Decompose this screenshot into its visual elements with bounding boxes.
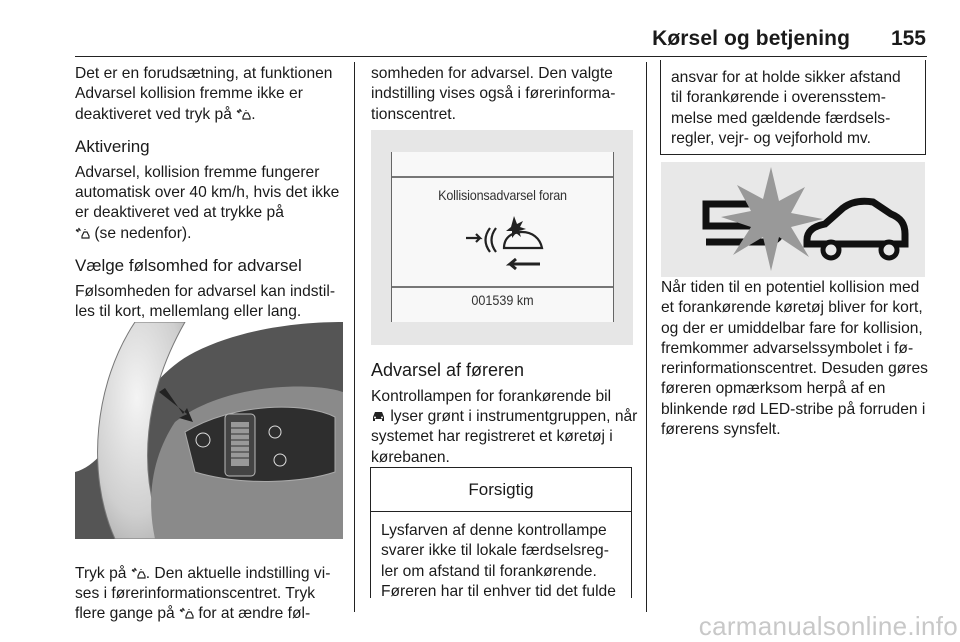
heading-driver-warning: Advarsel af føreren [371, 359, 525, 380]
car-distance-icon [131, 567, 146, 579]
caution-box [370, 467, 632, 598]
steering-wheel-photo [75, 322, 343, 539]
car-front-icon [371, 410, 386, 422]
heading-sensitivity: Vælge følsomhed for advarsel [75, 256, 302, 276]
caution-box-continued [660, 60, 926, 155]
page-number: 155 [890, 27, 926, 50]
driver-info-display [371, 130, 633, 345]
car-distance-icon [75, 227, 90, 239]
collision-illustration [661, 162, 925, 277]
column-divider [646, 62, 647, 612]
column-divider [354, 62, 355, 612]
caution-title: Forsigtig [371, 468, 631, 512]
heading-activation: Aktivering [75, 136, 150, 156]
display-screen [391, 152, 614, 322]
caution-text: Lysfarven af denne kontrollampe svarer ikke til lokale færdselsregler om afstand til forankørende. Føreren har til enhver tid det fulde [381, 522, 616, 600]
odometer-readout: 001539 km [471, 292, 534, 308]
paragraph: Kontrollampen for forankørende bil lyser grønt i instrumentgruppen, når systemet har registreret et køretøj i kørebanen. [371, 387, 638, 466]
display-title: Kollisionsadvarsel foran [438, 187, 567, 203]
paragraph: Det er en forudsætning, at funktionen Advarsel kollision fremme ikke er deaktiveret ved tryk på . [75, 65, 333, 123]
display-rule [392, 286, 613, 288]
paragraph: Tryk på . Den aktuelle indstilling vises i førerinformationscentret. Tryk flere gange på for at ændre føl- [75, 564, 331, 623]
chapter-title: Kørsel og betjening [652, 27, 850, 50]
header-rule [75, 56, 927, 57]
paragraph: somheden for advarsel. Den valgte indstilling vises også i førerinformationscentret. [371, 65, 616, 123]
paragraph: Når tiden til en potentiel kollision med et forankørende køretøj bliver for kort, og der er umiddelbar fare for kollision, fremkommer advarselssymbolet i førerinformationscentret. Desuden gøres føreren opmærksom herpå af en blinkende rød LED-stribe på forruden i førerens synsfelt. [661, 279, 928, 439]
car-distance-icon [236, 108, 251, 120]
car-distance-icon [179, 607, 194, 619]
caution-text-continued: ansvar for at holde sikker afstand til forankørende i overensstemmelse med gældende færdselsregler, vejr- og vejforhold mv. [671, 69, 901, 147]
watermark: carmanualsonline.info [698, 611, 958, 641]
paragraph: Følsomheden for advarsel kan indstilles til kort, mellemlang eller lang. [75, 283, 336, 321]
display-rule [392, 176, 613, 178]
collision-warning-icon [462, 214, 552, 274]
paragraph: Advarsel, kollision fremme fungerer automatisk over 40 km/h, hvis det ikke er deaktiveret ved at trykke på (se nedenfor). [75, 163, 340, 242]
column-3 [661, 278, 931, 440]
